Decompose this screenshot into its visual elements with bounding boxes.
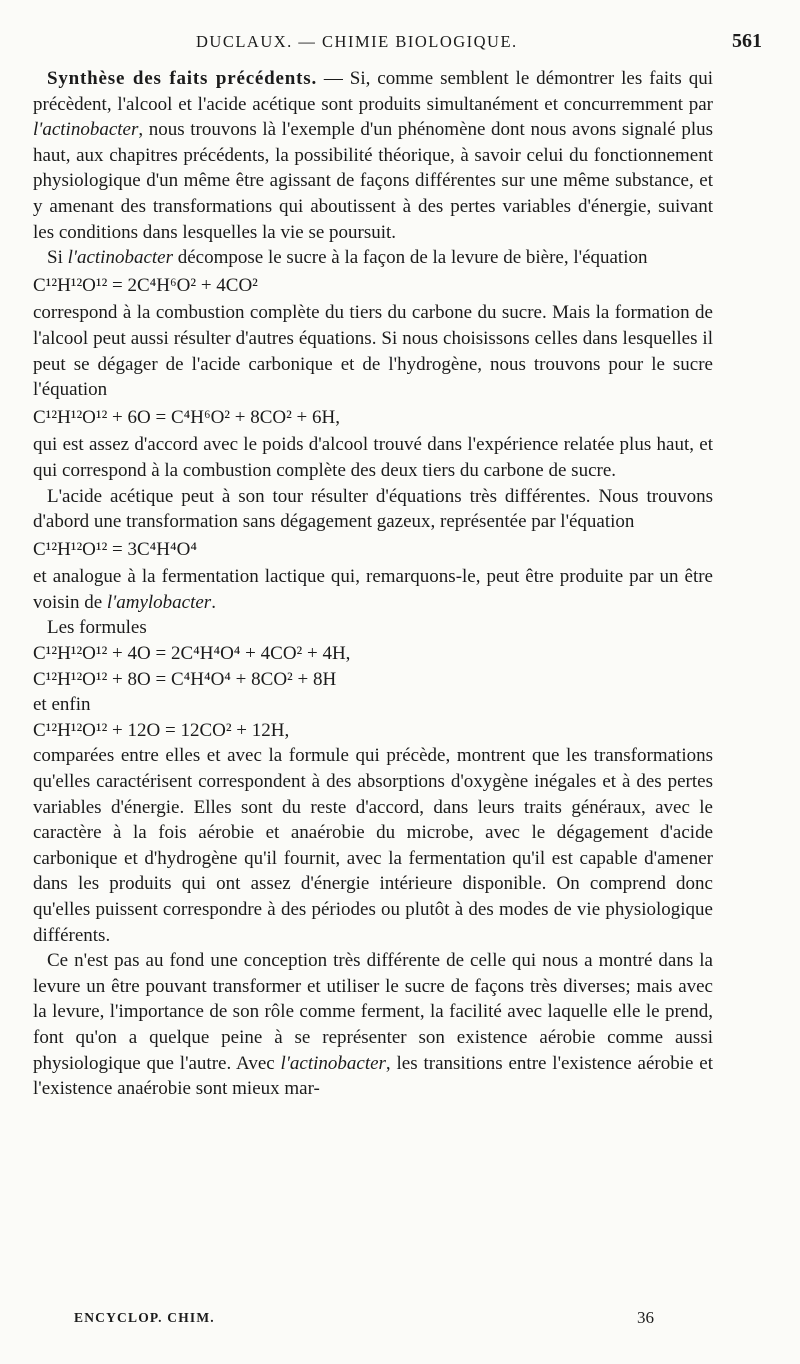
equation-3: C¹²H¹²O¹² = 3C⁴H⁴O⁴ — [33, 538, 197, 560]
paragraph-acide-acetique: L'acide acétique peut à son tour résulter d'équations très différentes. Nous trouvons d'abord une transformation sans dégagement gazeux, représentée par l'équation — [33, 485, 713, 533]
paragraph-accord: qui est assez d'accord avec le poids d'alcool trouvé dans l'expérience relatée plus haut, et qui correspond à la combustion complète des deux tiers du carbone de sucre. — [33, 434, 713, 481]
et-enfin-label: et enfin — [33, 694, 91, 716]
paragraph-actinobacter — [33, 245, 713, 271]
italic-term: l'actinobacter — [33, 119, 139, 141]
paragraph-text: , les transitions entre l'existence aérobie et l'existence anaérobie sont mieux mar- — [33, 1052, 713, 1100]
italic-term: l'amylobacter — [106, 591, 212, 613]
page-number: 561 — [732, 30, 762, 52]
page-header — [0, 30, 800, 56]
page-footer — [0, 1310, 800, 1334]
italic-term: l'actinobacter — [67, 247, 173, 269]
printer-signature: ENCYCLOP. CHIM. — [74, 1310, 215, 1325]
paragraph-synthese — [33, 66, 713, 245]
equation-4: C¹²H¹²O¹² + 4O = 2C⁴H⁴O⁴ + 4CO² + 4H, — [33, 643, 351, 665]
page-body — [33, 66, 713, 1102]
equation-6: C¹²H¹²O¹² + 12O = 12CO² + 12H, — [33, 719, 290, 741]
paragraph-comparees: comparées entre elles et avec la formule qui précède, montrent que les transformations qu'elles caractérisent correspondent à des absorptions d'oxygène inégales et à des pertes variables d'énergie. Elles sont du reste d'accord, dans leurs traits généraux, avec le caractère à la fois aérobie et anaérobie du microbe, avec le dégagement d'acide carbonique et d'hydrogène qu'il fournit, avec la fermentation qu'il est capable d'amener dans les produits qui ont assez d'énergie intérieure disponible. On comprend donc qu'elles puissent correspondre à des périodes ou plutôt à des modes de vie physiologique différents. — [33, 745, 713, 946]
paragraph-analogue — [33, 564, 713, 615]
paragraph-conception — [33, 948, 713, 1102]
paragraph-text: , nous trouvons là l'exemple d'un phénomène dont nous avons signalé plus haut, aux chapitres précédents, la possibilité théorique, à savoir celui du fonctionnement physiologique d'un même être agissant de façons différentes sur une même substance, et y amenant des transformations qui aboutissent à des pertes variables d'énergie, suivant les conditions dans lesquelles la vie se poursuit. — [33, 119, 713, 243]
paragraph-text: Si — [47, 247, 68, 269]
paragraph-text: et analogue à la fermentation lactique qui, remarquons-le, peut être produite par un être voisin de — [33, 566, 713, 613]
equation-5: C¹²H¹²O¹² + 8O = C⁴H⁴O⁴ + 8CO² + 8H — [33, 668, 337, 690]
equation-2: C¹²H¹²O¹² + 6O = C⁴H⁶O² + 8CO² + 6H, — [33, 406, 340, 428]
section-heading: Synthèse des faits précédents. — [47, 68, 318, 89]
paragraph-combustion: correspond à la combustion complète du tiers du carbone du sucre. Mais la formation de l'alcool peut aussi résulter d'autres équations. Si nous choisissons celles dans lesquelles il peut se dégager de l'acide carbonique et de l'hydrogène, nous trouvons pour le sucre l'équation — [33, 302, 713, 401]
paragraph-text: Ce n'est pas au fond une conception très différente de celle qui nous a montré dans la levure un être pouvant transformer et utiliser le sucre de façons très diverses; mais avec la levure, l'importance de son rôle comme ferment, la facilité avec laquelle elle le prend, font qu'on a quelque peine à se représenter son existence aérobie comme aussi physiologique que l'autre. Avec — [33, 950, 713, 1074]
paragraph-text: décompose le sucre à la façon de la levure de bière, l'équation — [172, 247, 648, 269]
paragraph-text: — Si, comme semblent le démontrer les faits qui précèdent, l'alcool et l'acide acétique sont produits simultanément et concurremment par — [33, 68, 713, 115]
equation-1: C¹²H¹²O¹² = 2C⁴H⁶O² + 4CO² — [33, 274, 258, 296]
sheet-number: 36 — [637, 1308, 654, 1327]
running-title: DUCLAUX. — CHIMIE BIOLOGIQUE. — [196, 32, 518, 51]
paragraph-formules: Les formules — [47, 617, 147, 639]
italic-term: l'actinobacter — [280, 1052, 386, 1074]
paragraph-text: . — [211, 591, 216, 613]
